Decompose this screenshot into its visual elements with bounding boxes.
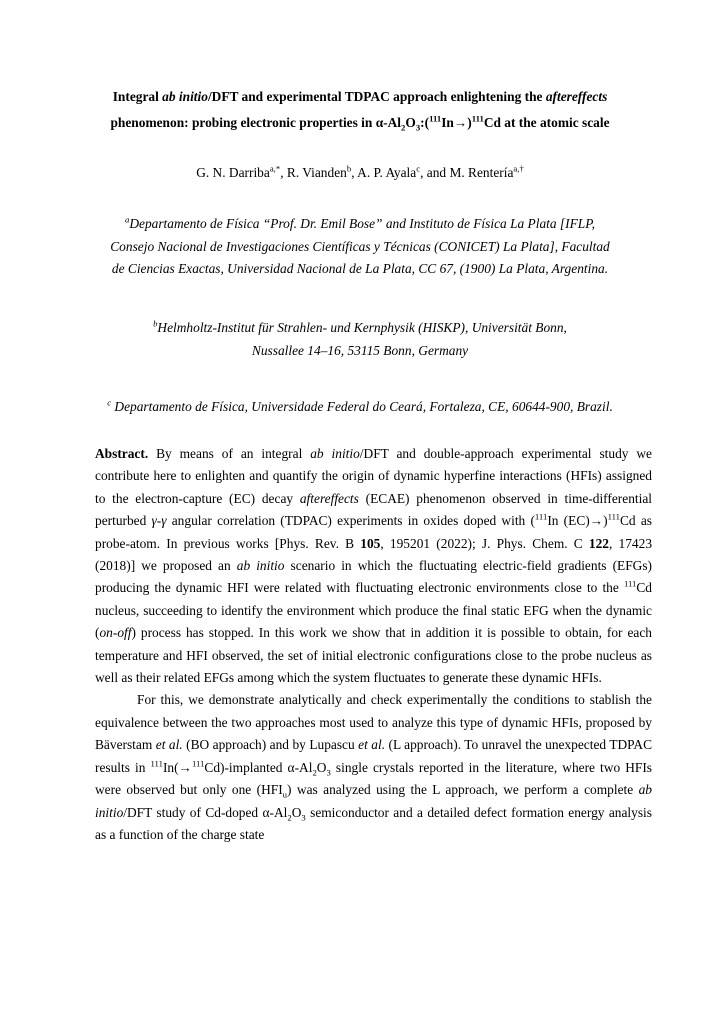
affiliation-c: $^c$ Departamento de Física, Universidade Federal do Ceará, Fortaleza, CE, 60644-900, Brazil. [107, 397, 613, 414]
paper-title [60, 84, 660, 136]
author-list: G. N. Darriba$^{a,*}$, R. Vianden$^b$, A. P. Ayala$^c$, and M. Rentería$^{a,\dagger}$ [196, 163, 524, 180]
abstract-paragraph-1: Abstract. By means of an integral ab initio/DFT and double-approach experimental study we contribute here to enlighten and quantify the origin of dynamic hyperfine interactions (HFIs) assigned to the electron-capture (EC) decay aftereffects (ECAE) phenomenon observed in time-differential perturbed γ-γ angular correlation (TDPAC) experiments in oxides doped with ($^{111}$In (EC)→)$^{111}$Cd as probe-atom. In previous works [Phys. Rev. B 105, 195201 (2022); J. Phys. Chem. C 122, 17423 (2018)] we proposed an ab initio scenario in which the fluctuating electric-field gradients (EFGs) producing the dynamic HFI were related with fluctuating electronic environments close to the $^{111}$Cd nucleus, succeeding to identify the environment which produce the final static EFG when the dynamic (on-off) process has stopped. In this work we show that in addition it is possible to obtain, for each temperature and HFI observed, the set of initial electronic configurations close to the probe nucleus as well as their related EFGs among which the system fluctuates to generate these dynamic HFIs. [95, 446, 653, 686]
title-line-2: phenomenon: probing electronic properties in $\alpha-Al_2O_3:(^{111}In\to)^{111}Cd$ at the atomic scale [110, 113, 610, 133]
title-line-1: Integral ab initio/DFT and experimental TDPAC approach enlightening the aftereffects [112, 89, 608, 104]
abstract-label: Abstract. [95, 446, 149, 461]
affiliation-b: $^b$Helmholtz-Institut für Strahlen- und Kernphysik (HISKP), Universität Bonn, Nussallee 14–16, 53115 Bonn, Germany [153, 318, 567, 358]
abstract-paragraph-2: For this, we demonstrate analytically and check experimentally the conditions to stablish the equivalence between the two approaches most used to analyze this type of dynamic HFIs, proposed by Bäverstam et al. (BO approach) and by Lupascu et al. (L approach). To unravel the unexpected TDPAC results in $^{111}$In(→$^{111}$Cd)-implanted $\alpha-Al_2O_3$ single crystals reported in the literature, where two HFIs were observed but only one $(HFI_u)$ was analyzed using the L approach, we perform a complete ab initio/DFT study of Cd-doped $\alpha-Al_2O_3$ semiconductor and a detailed defect formation energy analysis as a function of the charge state [95, 692, 653, 842]
abstract [95, 443, 652, 846]
affiliation-a: $^a$Departamento de Física “Prof. Dr. Emil Bose” and Instituto de Física La Plata [IFLP, Consejo Nacional de Investigaciones Científicas y Técnicas (CONICET) La Plata], Facultad de Ciencias Exactas, Universidad Nacional de La Plata, CC 67, (1900) La Plata, Argentina. [110, 214, 610, 276]
